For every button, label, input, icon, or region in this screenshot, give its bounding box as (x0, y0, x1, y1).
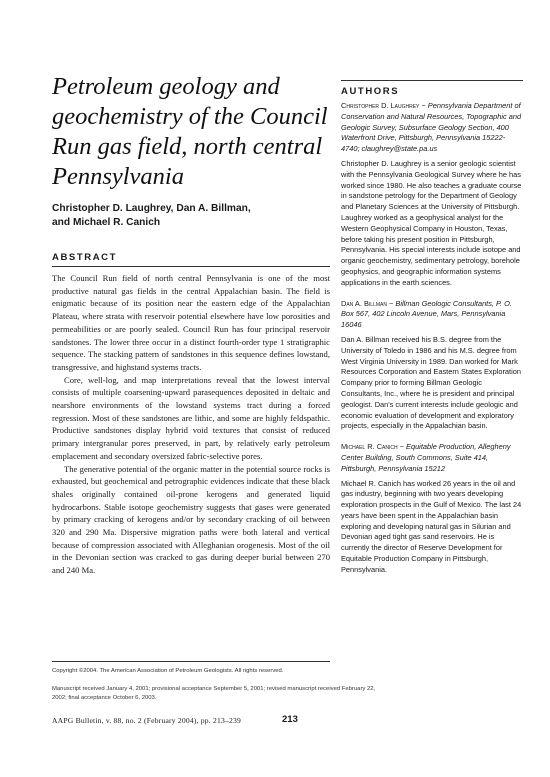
author-names (52, 202, 330, 230)
bio-name: Michael R. Canich (341, 442, 398, 452)
journal-citation: AAPG Bulletin, v. 88, no. 2 (February 2004), pp. 213–239 (52, 716, 241, 725)
article-title: Petroleum geology and geochemistry of the Council Run gas field, north central Pennsylvania (52, 73, 328, 190)
manuscript-dates: Manuscript received January 4, 2001; provisional acceptance September 5, 2001; revised manuscript received February 22, 2002; final acceptance October 6, 2003. (52, 686, 376, 701)
bio-heading-billman (341, 299, 523, 331)
abstract-paragraph-1: The Council Run field of north central Pennsylvania is one of the most productive natural gas fields in the central Appalachian basin. The field is enigmatic because of its position near the eastern edge of the Appalachian Plateau, where strata with reservoir potential elsewhere have low porosities and permeabilities or are poorly sealed. Council Run has four principal reservoir sandstones. The lower three occur in a distinct fourth-order type 1 stratigraphic sequence. The stacking pattern of sandstones in this sequence defines lowstand, transgressive, and highstand systems tracts. (52, 273, 330, 372)
copyright-notice: Copyright ©2004. The American Association of Petroleum Geologists. All rights reserved. (52, 668, 284, 674)
page-number: 213 (282, 714, 298, 725)
bio-text-laughrey: Christopher D. Laughrey is a senior geologic scientist with the Pennsylvania Geological Survey where he has worked since 1980. He also teaches a graduate course in sandstone petrology for the Department of Geology and Planetary Sciences at the University of Pittsburgh. Laughrey worked as a geophysical analyst for the Western Geophysical Company in Houston, Texas, before taking his present position in Pittsburgh, Pennsylvania. His special interests include isotope and organic geochemistry, sedimentary petrology, borehole geophysics, and geographic information systems applications in the earth sciences. (341, 158, 522, 287)
bio-affiliation: ~ Billman Geologic Consultants, P. O. Box 567, 402 Lincoln Avenue, Mars, Pennsylvania 16046 (341, 298, 512, 330)
authors-heading: AUTHORS (341, 86, 400, 97)
footer-rule (52, 661, 330, 662)
right-column (341, 72, 523, 576)
left-column (52, 72, 330, 577)
bio-affiliation: ~ Pennsylvania Department of Conservation and Natural Resources, Topographic and Geologic Survey, Subsurface Geology Section, 400 Waterfront Drive, Pittsburgh, Pennsylvania 15222-4740; claughrey@state.pa.us (341, 101, 522, 154)
bio-text-canich: Michael R. Canich has worked 26 years in the oil and gas industry, beginning with two years developing exploration prospects in the Gulf of Mexico. The last 24 years have been spent in the Appalachian basin exploring and developing natural gas in Silurian and Devonian aged tight gas sand reservoirs. He is currently the director of Reserve Development for Equitable Production Company in Pittsburgh, Pennsylvania. (341, 478, 522, 574)
abstract-heading: ABSTRACT (52, 252, 330, 267)
bio-affiliation: ~ Equitable Production, Allegheny Center Building, South Commons, Suite 414, Pittsburgh, Pennsylvania 15212 (341, 442, 511, 473)
bio-heading-canich (341, 442, 523, 474)
abstract-paragraph-3: The generative potential of the organic matter in the potential source rocks is exhausted, but geochemical and petrographic evidences indicate that these black shales originally contained oil-prone kerogens and generated liquid hydrocarbons. Stable isotope geochemistry suggests that gases were generated by primary cracking of kerogens and/or by secondary cracking of oil between 320 and 290 Ma. Dispersive migration paths were both lateral and vertical because of compression associated with Alleghanian orogenesis. Most of the oil in the Devonian section was cracked to gas during deeper burial between 270 and 240 Ma. (52, 463, 330, 576)
abstract-body (52, 272, 330, 577)
bio-text-billman: Dan A. Billman received his B.S. degree from the University of Toledo in 1986 and his M.S. degree from West Virginia University in 1989. Dan worked for Mark Resources Corporation and Eastern States Exploration Company prior to forming Billman Geologic Consultants, Inc., where he is president and principal geologist. Dan's current interests include geologic and economic evaluation of development and exploratory projects, especially in the Appalachian basin. (341, 334, 521, 431)
abstract-paragraph-2: Core, well-log, and map interpretations reveal that the lowest interval consists of multiple coarsening-upward parasequences deposited in deltaic and nearshore environments of the lowstand systems tract during a forced regression. Most of these sandstones are lithic, and some are highly feldspathic. Productive sandstones display hybrid void textures that consist of reduced primary intergranular pores preserved, in part, by relatively early petroleum emplacement and secondary oversized fabric-selective pores. (52, 374, 330, 461)
author-names-line-1: Christopher D. Laughrey, Dan A. Billman, (52, 203, 251, 214)
bio-name: Christopher D. Laughrey (341, 101, 420, 110)
author-names-line-2: and Michael R. Canich (52, 217, 161, 228)
bio-heading-laughrey (341, 101, 523, 155)
bio-name: Dan A. Billman (341, 298, 387, 308)
